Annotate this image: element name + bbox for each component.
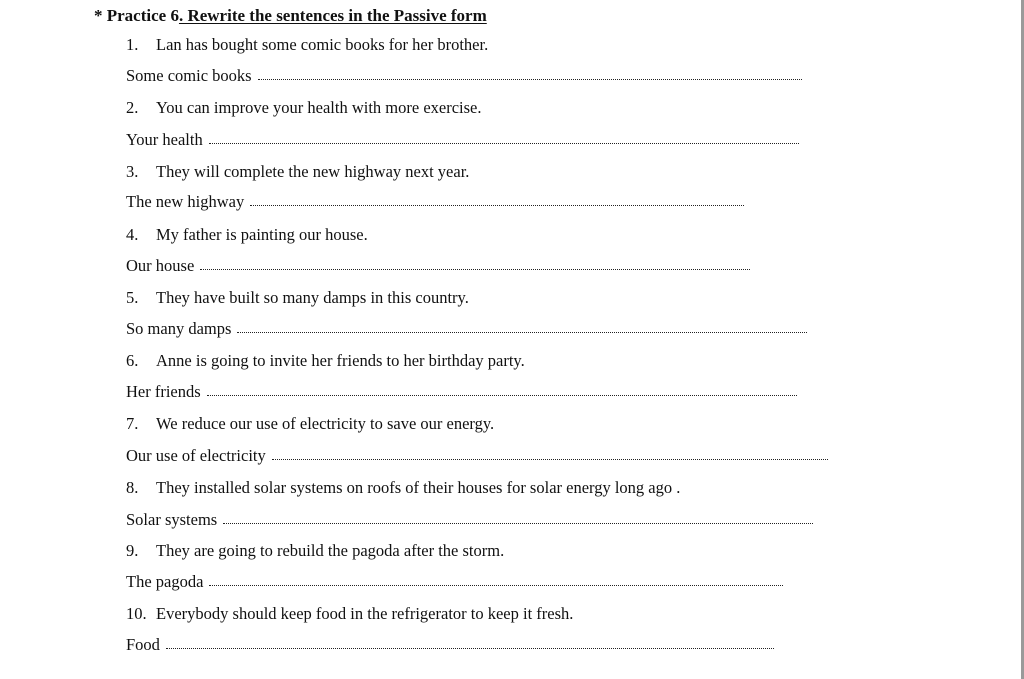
question-sentence: Anne is going to invite her friends to her birthday party. [156,351,525,370]
question-number: 9. [126,541,139,560]
answer-start: Food [126,635,160,654]
answer-start: The pagoda [126,572,204,591]
question-sentence: You can improve your health with more exercise. [156,98,482,117]
question-2 [126,98,482,118]
question-sentence: Lan has bought some comic books for her brother. [156,35,489,54]
answer-line-5 [126,319,807,339]
answer-start: Our use of electricity [126,446,266,465]
answer-blank [223,519,813,524]
exercise-instruction: . Rewrite the sentences in the Passive form [178,6,487,25]
question-number: 1. [126,35,139,54]
question-number: 6. [126,351,139,370]
answer-line-6 [126,382,797,402]
question-3 [126,162,469,182]
question-number: 8. [126,478,139,497]
answer-line-1 [126,66,802,86]
answer-start: The new highway [126,192,245,211]
answer-blank [166,644,774,649]
answer-start: Solar systems [126,510,218,529]
question-number: 10. [126,604,147,623]
answer-line-2 [126,130,799,150]
question-10 [126,604,573,624]
question-sentence: They will complete the new highway next year. [156,162,470,181]
question-6 [126,351,525,371]
question-sentence: They have built so many damps in this country. [156,288,469,307]
answer-line-4 [126,256,750,276]
question-sentence: My father is painting our house. [156,225,368,244]
answer-line-8 [126,510,813,530]
answer-start: Her friends [126,382,201,401]
question-sentence: Everybody should keep food in the refrigerator to keep it fresh. [156,604,574,623]
question-4 [126,225,368,245]
answer-line-7 [126,446,828,466]
answer-start: Your health [126,130,203,149]
answer-start: Some comic books [126,66,252,85]
answer-blank [209,581,783,586]
answer-blank [250,201,744,206]
answer-blank [272,455,828,460]
answer-blank [209,139,799,144]
question-sentence: They are going to rebuild the pagoda after the storm. [156,541,505,560]
answer-blank [207,391,797,396]
question-sentence: We reduce our use of electricity to save our energy. [156,414,495,433]
answer-start: Our house [126,256,195,275]
question-1 [126,35,488,55]
question-number: 2. [126,98,139,117]
question-number: 3. [126,162,139,181]
question-8 [126,478,680,498]
question-number: 4. [126,225,139,244]
answer-line-3 [126,192,744,212]
question-7 [126,414,494,434]
question-number: 5. [126,288,139,307]
answer-blank [258,75,802,80]
answer-start: So many damps [126,319,232,338]
question-sentence: They installed solar systems on roofs of their houses for solar energy long ago . [156,478,681,497]
exercise-heading [94,6,487,26]
answer-blank [237,328,807,333]
answer-line-10 [126,635,774,655]
question-5 [126,288,469,308]
answer-line-9 [126,572,783,592]
answer-blank [200,265,750,270]
question-number: 7. [126,414,139,433]
question-9 [126,541,504,561]
exercise-label: * Practice 6 [94,6,179,25]
